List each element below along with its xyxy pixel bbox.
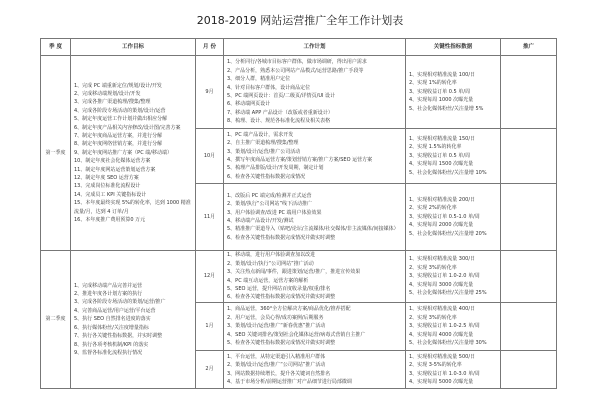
kpi-item: 1、实现相对精准流量 400/日: [409, 306, 475, 313]
plan-item: 4、PC 端互动运营，运营方案的解析: [227, 277, 309, 284]
header-goals: 工作目标: [71, 39, 196, 56]
plan-item: 1、商品运营，360°全方位解决方案/商品优化/推荐搭配: [227, 306, 351, 313]
plan-cell: [224, 56, 406, 129]
goals-cell: [71, 251, 196, 389]
promotion-cell: [501, 303, 557, 351]
plan-item: 6、检查各关键性指标数据完成情况: [227, 173, 306, 180]
kpi-cell: [406, 129, 501, 184]
plan-item: 5、精准推广渠道导入（贴吧/论坛/主流媒体/社交媒体/非主流媒体/间接媒体）: [227, 226, 399, 233]
promotion-cell: [501, 351, 557, 389]
kpi-item: 1、实现相对精准流量 300/日: [409, 256, 475, 263]
promotion-cell: [501, 56, 557, 129]
goal-item: 4、完善商品运营/用户运营/平台运营: [74, 307, 156, 314]
kpi-item: 3、实现收益订单 1.0-2.0 单/周: [409, 273, 480, 280]
goal-item: 1、完成移动端产品完善并运营: [74, 282, 143, 289]
plan-item: 1、平台运营，从特定渠道引入精准用户群体: [227, 353, 326, 360]
table-row: [41, 251, 557, 303]
goal-item: 12、制定年度 SEO 运营方案: [74, 175, 139, 182]
month-label: 2月: [196, 351, 224, 389]
plan-item: 1、PC 端产品设计，需求开发: [227, 131, 294, 138]
plan-item: 5、SEO 运营，提升网站百度收录量/权重/排名: [227, 285, 331, 292]
month-label: 9月: [196, 56, 224, 129]
plan-item: 5、PC 端网页设计：首页/二级页/详情页/UI 设计: [227, 93, 336, 99]
kpi-item: 5、社会化媒体粉丝/关注量增 20%: [409, 230, 487, 237]
plan-item: 1、移动端，进行用户体验调查加以改进: [227, 252, 316, 259]
plan-item: 3、关注热点新闻/事件，跟进策划/运营/推广，推进宣传效果: [227, 269, 361, 276]
header-row: [41, 39, 557, 56]
kpi-item: 4、实现每周 5000 次曝光量: [409, 378, 474, 385]
goal-item: 3、完成各阶段专场活动的策划/运营/推广: [74, 299, 166, 306]
goal-item: 2、完成移动端规划/设计/开发: [74, 90, 141, 97]
goal-item: 7、执行各关键性指标数据，并实时调整: [74, 333, 163, 340]
plan-item: 2、自主推广渠道梳理/搜集/整理: [227, 140, 299, 147]
kpi-item: 2、实现 2%的转化率: [409, 205, 457, 212]
plan-item: 4、基于市场分析/前期运营推广对产品细节进行局部微调: [227, 378, 352, 385]
goal-item: 8、制定年度网络营销方案，并进行分解: [74, 141, 163, 148]
goal-item: 9、监督各标准化流程执行情况: [74, 349, 143, 356]
plan-item: 6、检查各关键性指标数据完成情况并做实时调整: [227, 234, 336, 241]
quarter-label: 第二季度: [41, 251, 71, 389]
kpi-cell: [406, 56, 501, 129]
kpi-item: 2、实现 3%的转化率: [409, 314, 457, 321]
plan-cell: [224, 351, 406, 389]
plan-item: 3、细分人群，精准用户定位: [227, 76, 291, 83]
goal-item: 4、完成各阶段专场活动的策划/设计/运营: [74, 107, 166, 114]
goal-item: 16、本年度推广费用预算0 万元: [74, 217, 146, 224]
header-kpi: 关键性指标数据: [406, 39, 501, 56]
plan-item: 6、移动端网页设计: [227, 101, 271, 108]
kpi-item: 1、实现相对精准流量 200/日: [409, 196, 475, 203]
plan-item: 5、梳理产品排版/设计/开发周期，制定计划: [227, 165, 324, 172]
plan-item: 4、针对目标客户群体，设计商品定位: [227, 84, 311, 91]
goal-item: 13、完成岗位标准化流程设计: [74, 183, 141, 190]
kpi-item: 5、社会化媒体粉丝/关注量增 30%: [409, 340, 487, 347]
kpi-cell: [406, 303, 501, 351]
goal-item: 6、执行媒体粉丝/关注度增量指标: [74, 324, 149, 331]
kpi-item: 5、社会化媒体粉丝/关注量增 25%: [409, 290, 487, 297]
table-row: [41, 56, 557, 129]
goal-item: 11、制定年度网站运营策划运营方案: [74, 166, 156, 173]
kpi-item: 4、实现每周 1500 次曝光量: [409, 161, 474, 168]
plan-item: 7、移动端 APP 产品设计（改版或者重新设计）: [227, 109, 333, 116]
kpi-item: 3、实现收益订单 1.0-3.0 单/周: [409, 370, 480, 377]
header-quarter: 季 度: [41, 39, 71, 56]
plan-cell: [224, 129, 406, 184]
month-label: 11月: [196, 184, 224, 251]
kpi-item: 2、实现 1%的转化率: [409, 80, 457, 87]
goal-item: 3、完成各推广渠道梳理/搜集/整理: [74, 99, 151, 106]
goal-item: 7、制定年度商品运营方案，并进行分解: [74, 132, 163, 139]
plan-cell: [224, 303, 406, 351]
kpi-item: 5、社会化媒体粉丝/关注量增 10%: [409, 169, 487, 176]
kpi-cell: [406, 184, 501, 251]
kpi-item: 4、实现每周 3000 次曝光量: [409, 281, 474, 288]
promotion-cell: [501, 184, 557, 251]
plan-item: 2、用户运营，会员心得/成功案例/后期服务: [227, 314, 324, 321]
goal-item: 9、制定年度网站推广方案（PC 端/移动端）: [74, 149, 172, 156]
plan-item: 5、检查各关键性指标数据完成情况并做实时调整: [227, 340, 336, 347]
plan-item: 4、撰写年度商品运营方案/策划营销方案/推广方案/SEO 运营方案: [227, 157, 373, 163]
plan-item: 2、策划/设计/运营/推广“公司网站”推广活动: [227, 362, 326, 369]
plan-item: 6、检查各关键性指标数据完成情况并做实时调整: [227, 294, 336, 301]
kpi-cell: [406, 251, 501, 303]
plan-item: 2、产品分析，熟悉本公司网站产品模式/运营思路/推广手段等: [227, 67, 364, 74]
goal-item: 15、本年度最终实现 5%的转化率，达到 1000 精准流量/月，达到 4 订单/月: [74, 200, 191, 215]
goal-item: 5、制定年度运营工作计划并做出相应分解: [74, 116, 168, 123]
kpi-item: 5、社会化媒体粉丝/关注量增 5%: [409, 105, 484, 112]
goal-item: 1、完成 PC 端重新定位/规划/设计/开发: [74, 82, 162, 89]
kpi-item: 4、实现每周 2000 次曝光量: [409, 222, 474, 229]
quarter-label: 第一季度: [41, 56, 71, 251]
kpi-cell: [406, 351, 501, 389]
plan-item: 1、分析同行/各城市目标客户群体，做市场调研，得出用户需求: [227, 59, 367, 66]
kpi-item: 3、实现收益订单 0.5 单/周: [409, 88, 470, 95]
month-label: 12月: [196, 251, 224, 303]
plan-cell: [224, 251, 406, 303]
kpi-item: 3、实现收益订单 1.0-2.5 单/周: [409, 323, 480, 330]
plan-item: 4、移动端产品设计/开发/测试: [227, 218, 294, 224]
kpi-item: 4、实现每周 4000 次曝光量: [409, 331, 474, 338]
header-plan: 工作计划: [224, 39, 406, 56]
goal-item: 8、执行各项考核机制/KPI 的落实: [74, 341, 149, 348]
kpi-item: 2、实现 3-5%的转化率: [409, 362, 462, 369]
goal-item: 14、完成员工 KPI 关键指标设计: [74, 191, 147, 198]
goal-item: 10、制定年度社会化媒体运营方案: [74, 158, 151, 165]
kpi-item: 1、实现相对精准流量 100/日: [409, 71, 475, 78]
kpi-item: 1、实现相对精准流量 500/日: [409, 353, 475, 360]
plan-item: 3、策划/设计/运营/推广“新春优惠”推广活动: [227, 323, 326, 330]
month-label: 10月: [196, 129, 224, 184]
kpi-item: 4、实现每周 1000 次曝光量: [409, 97, 474, 104]
plan-item: 2、策划/执行“公司网站”线下活动推广: [227, 201, 313, 208]
header-month: 月 份: [196, 39, 224, 56]
promotion-cell: [501, 251, 557, 303]
plan-item: 1、改版后 PC 端完成/检测并正式运营: [227, 192, 312, 199]
kpi-item: 3、实现收益订单 0.5 单/周: [409, 152, 470, 159]
plan-item: 2、策划/设计/执行“公司网站”推广活动: [227, 260, 314, 267]
kpi-item: 2、实现 1.5%的转化率: [409, 144, 462, 151]
header-promotion: 推广: [501, 39, 557, 56]
promotion-cell: [501, 129, 557, 184]
plan-item: 3、策划/设计/运营/推广公司活动: [227, 148, 301, 155]
plan-item: 8、梳理、设计、规范各标准化流程及相关表格: [227, 118, 331, 125]
work-plan-table: [40, 38, 557, 389]
plan-item: 4、SEO 关键词排名/策划社会化媒体运营/病毒式营销自主推广: [227, 331, 366, 338]
goals-cell: [71, 56, 196, 251]
kpi-item: 3、实现收益订单 0.5-1.0 单/周: [409, 213, 480, 220]
goal-item: 5、执行 SEO 自然排名进度的落实: [74, 316, 151, 323]
kpi-item: 1、实现相对精准流量 150/日: [409, 135, 475, 142]
goal-item: 6、制定年度产品相关内容修改/设计图/完善方案: [74, 124, 181, 131]
page-title: 2018-2019 网站运营推广全年工作计划表: [196, 14, 404, 27]
plan-item: 3、用户体验调查/改进 PC 端用户体验效果: [227, 209, 322, 216]
plan-item: 3、网站数据持续增长，提升各关键词自然排名: [227, 370, 331, 377]
goal-item: 2、推进年度各计划方案的执行: [74, 291, 143, 298]
kpi-item: 2、实现 3%的转化率: [409, 264, 457, 271]
plan-cell: [224, 184, 406, 251]
month-label: 1月: [196, 303, 224, 351]
